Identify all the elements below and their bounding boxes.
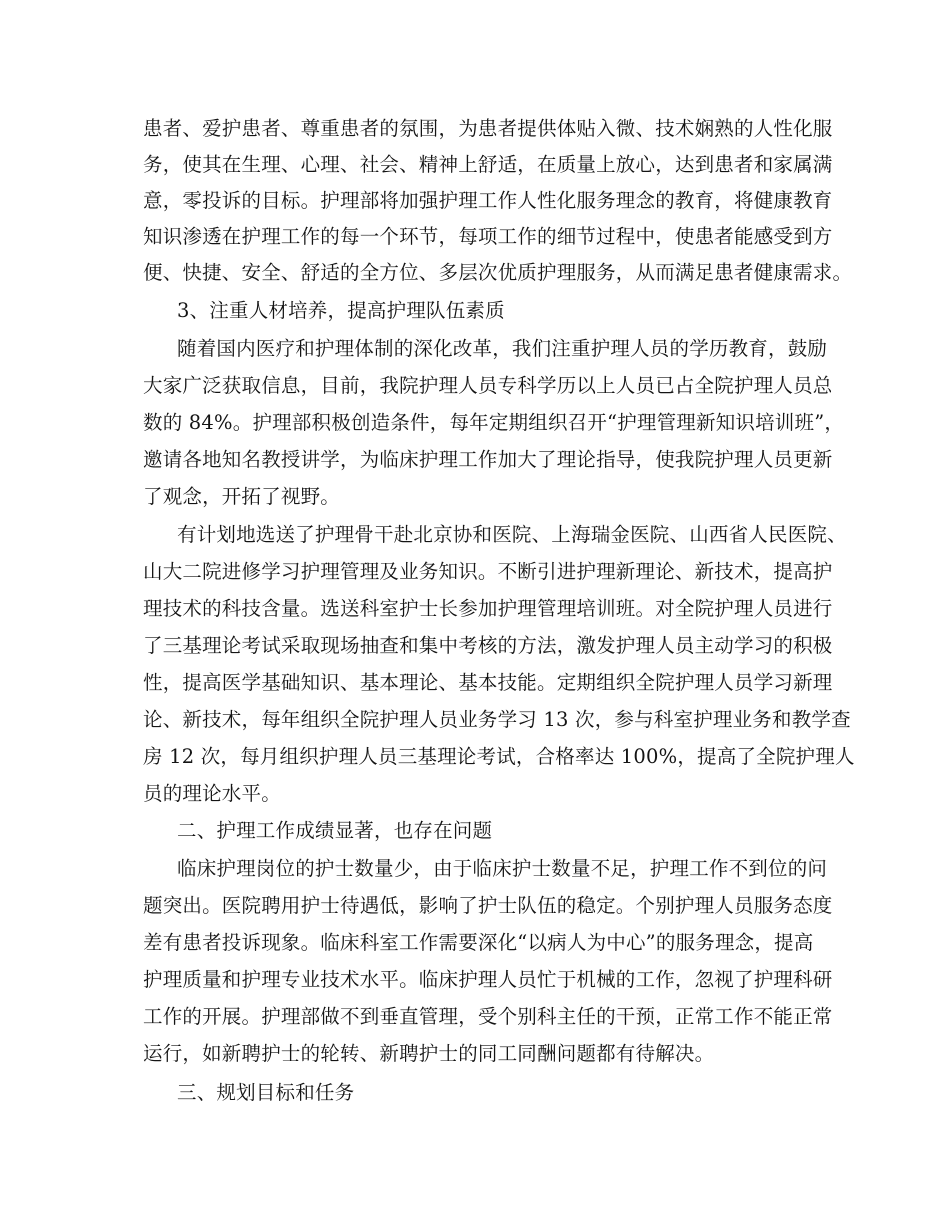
text-line: 知识渗透在护理工作的每一个环节，每项工作的细节过程中，使患者能感受到方 — [143, 225, 833, 248]
text-line: 运行，如新聘护士的轮转、新聘护士的同工同酬问题都有待解决。 — [143, 1042, 715, 1065]
text-line: 工作的开展。护理部做不到垂直管理，受个别科主任的干预，正常工作不能正常 — [143, 1005, 833, 1028]
text-line: 有计划地选送了护理骨干赴北京协和医院、上海瑞金医院、山西省人民医院、 — [177, 523, 847, 546]
text-line: 差有患者投诉现象。临床科室工作需要深化“以病人为中心”的服务理念，提高 — [143, 931, 814, 954]
text-line: 性，提高医学基础知识、基本理论、基本技能。定期组织全院护理人员学习新理 — [143, 671, 833, 694]
text-line: 意，零投诉的目标。护理部将加强护理工作人性化服务理念的教育，将健康教育 — [143, 189, 833, 212]
text-line: 数的 84%。护理部积极创造条件，每年定期组织召开“护理管理新知识培训班”， — [143, 411, 845, 434]
text-line: 护理质量和护理专业技术水平。临床护理人员忙于机械的工作，忽视了护理科研 — [143, 968, 833, 991]
text-line: 房 12 次，每月组织护理人员三基理论考试，合格率达 100%，提高了全院护理人 — [143, 745, 855, 768]
text-line: 员的理论水平。 — [143, 782, 281, 805]
section-heading: 三、规划目标和任务 — [177, 1081, 355, 1104]
text-line: 邀请各地知名教授讲学，为临床护理工作加大了理论指导，使我院护理人员更新 — [143, 448, 833, 471]
text-line: 随着国内医疗和护理体制的深化改革，我们注重护理人员的学历教育，鼓励 — [177, 337, 828, 360]
text-line: 理技术的科技含量。选送科室护士长参加护理管理培训班。对全院护理人员进行 — [143, 597, 833, 620]
text-line: 临床护理岗位的护士数量少，由于临床护士数量不足，护理工作不到位的问 — [177, 857, 828, 880]
text-line: 论、新技术，每年组织全院护理人员业务学习 13 次，参与科室护理业务和教学查 — [143, 708, 851, 731]
text-line: 务，使其在生理、心理、社会、精神上舒适，在质量上放心，达到患者和家属满 — [143, 153, 833, 176]
text-line: 山大二院进修学习护理管理及业务知识。不断引进护理新理论、新技术，提高护 — [143, 560, 833, 583]
section-heading: 二、护理工作成绩显著，也存在问题 — [177, 819, 493, 842]
text-line: 了观念，开拓了视野。 — [143, 485, 341, 508]
text-line: 便、快捷、安全、舒适的全方位、多层次优质护理服务，从而满足患者健康需求。 — [143, 261, 853, 284]
text-line: 患者、爱护患者、尊重患者的氛围，为患者提供体贴入微、技术娴熟的人性化服 — [143, 117, 833, 140]
text-line: 题突出。医院聘用护士待遇低，影响了护士队伍的稳定。个别护理人员服务态度 — [143, 894, 833, 917]
section-heading: 3、注重人材培养，提高护理队伍素质 — [177, 299, 505, 322]
text-line: 大家广泛获取信息，目前，我院护理人员专科学历以上人员已占全院护理人员总 — [143, 374, 833, 397]
text-line: 了三基理论考试采取现场抽查和集中考核的方法，激发护理人员主动学习的积极 — [143, 634, 833, 657]
